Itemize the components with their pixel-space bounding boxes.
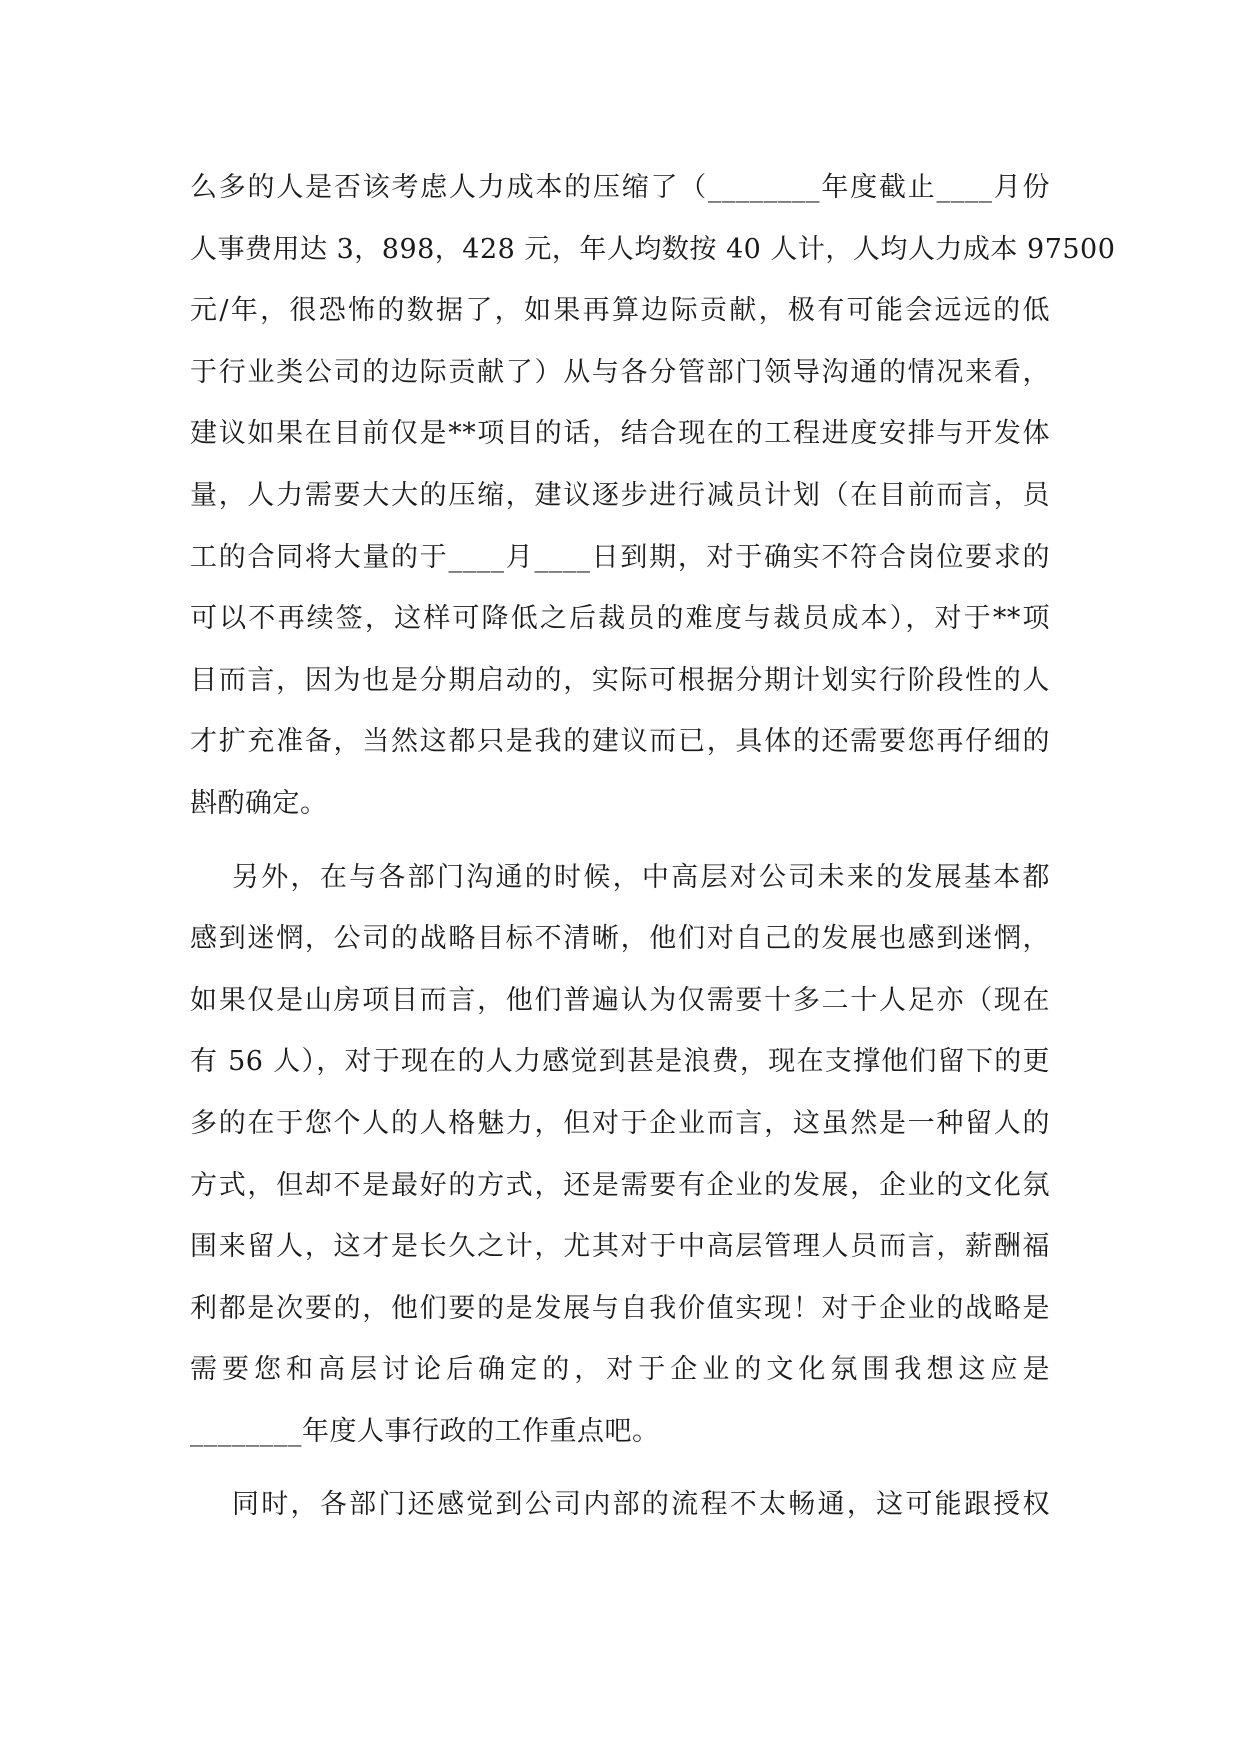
text-line: 围来留人，这才是长久之计，尤其对于中高层管理人员而言，薪酬福 [190, 1231, 1050, 1263]
text-line: 可以不再续签，这样可降低之后裁员的难度与裁员成本），对于**项 [190, 603, 1050, 635]
text-line: 有 56 人），对于现在的人力感觉到甚是浪费，现在支撑他们留下的更 [190, 1046, 1050, 1078]
text-line: 人事费用达 3，898，428 元，年人均数按 40 人计，人均人力成本 97500 [190, 233, 1116, 265]
paragraph-2 [190, 847, 1050, 1463]
text-line: ________年度人事行政的工作重点吧。 [190, 1415, 660, 1447]
text-line: 同时，各部门还感觉到公司内部的流程不太畅通，这可能跟授权 [232, 1489, 1050, 1521]
text-line: 于行业类公司的边际贡献了）从与各分管部门领导沟通的情况来看， [190, 356, 1050, 388]
text-line: 需要您和高层讨论后确定的，对于企业的文化氛围我想这应是 [190, 1354, 1050, 1386]
text-line: 目而言，因为也是分期启动的，实际可根据分期计划实行阶段性的人 [190, 664, 1050, 696]
paragraph-spacer [190, 1462, 1050, 1474]
paragraph-spacer [190, 835, 1050, 847]
text-line: 另外，在与各部门沟通的时候，中高层对公司未来的发展基本都 [232, 861, 1050, 893]
paragraph-3 [190, 1474, 1050, 1536]
text-line: 多的在于您个人的人格魅力，但对于企业而言，这虽然是一种留人的 [190, 1107, 1050, 1139]
paragraph-1 [190, 157, 1116, 835]
text-line: 么多的人是否该考虑人力成本的压缩了（________年度截止____月份 [190, 172, 1050, 203]
text-line: 方式，但却不是最好的方式，还是需要有企业的发展，企业的文化氛 [190, 1169, 1050, 1201]
text-line: 斟酌确定。 [190, 787, 328, 819]
text-line: 利都是次要的，他们要的是发展与自我价值实现！对于企业的战略是 [190, 1292, 1050, 1324]
text-line: 工的合同将大量的于____月____日到期，对于确实不符合岗位要求的 [190, 541, 1050, 573]
text-line: 感到迷惘，公司的战略目标不清晰，他们对自己的发展也感到迷惘， [190, 923, 1050, 955]
text-line: 建议如果在目前仅是**项目的话，结合现在的工程进度安排与开发体 [190, 418, 1050, 450]
text-line: 如果仅是山房项目而言，他们普遍认为仅需要十多二十人足亦（现在 [190, 984, 1050, 1016]
text-line: 量，人力需要大大的压缩，建议逐步进行减员计划（在目前而言，员 [190, 479, 1050, 511]
text-line: 才扩充准备，当然这都只是我的建议而已，具体的还需要您再仔细的 [190, 726, 1050, 758]
body-text [190, 157, 1116, 1536]
text-line: 元/年，很恐怖的数据了，如果再算边际贡献，极有可能会远远的低 [190, 295, 1050, 327]
